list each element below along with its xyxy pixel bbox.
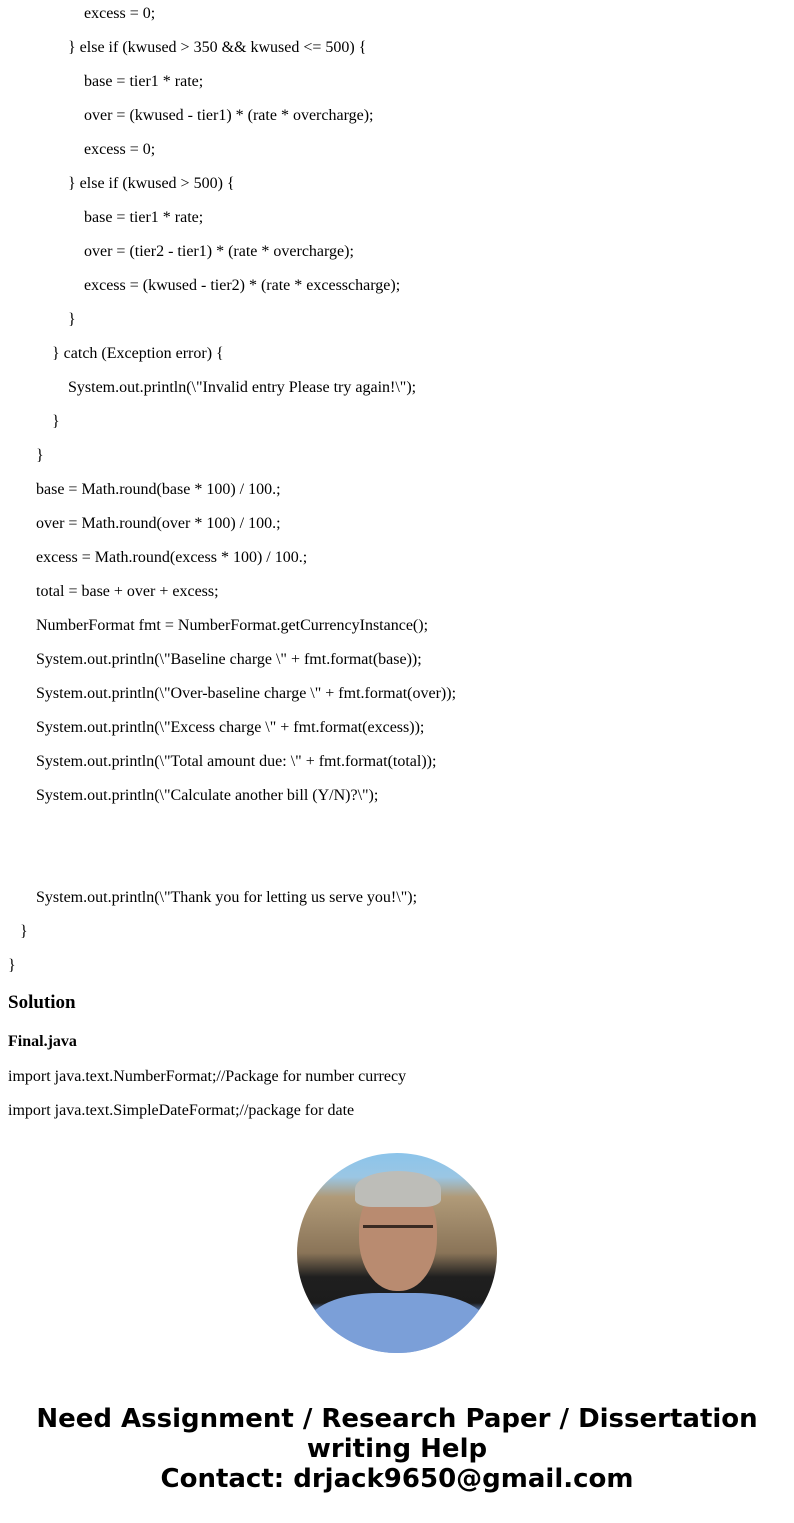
- blank-line: [0, 847, 794, 881]
- code-line: NumberFormat fmt = NumberFormat.getCurrencyInstance();: [36, 617, 429, 634]
- solution-line: import java.text.NumberFormat;//Package for number currecy: [8, 1068, 407, 1085]
- code-line: over = Math.round(over * 100) / 100.;: [36, 515, 281, 532]
- code-line: System.out.println(\"Total amount due: \" + fmt.format(total));: [36, 753, 437, 770]
- code-line: base = tier1 * rate;: [84, 209, 204, 226]
- code-line: over = (tier2 - tier1) * (rate * overcharge);: [84, 243, 354, 260]
- code-line: System.out.println(\"Excess charge \" + fmt.format(excess));: [36, 719, 425, 736]
- solution-heading: Solution: [8, 992, 76, 1013]
- banner-line: Need Assignment / Research Paper / Dissertation: [36, 1404, 758, 1434]
- code-line: base = Math.round(base * 100) / 100.;: [36, 481, 281, 498]
- banner-line: writing Help: [306, 1434, 488, 1464]
- code-line: }: [36, 447, 44, 464]
- contact-email: Contact: drjack9650@gmail.com: [160, 1464, 634, 1494]
- solution-filename: Final.java: [8, 1033, 77, 1050]
- code-line: }: [20, 923, 28, 940]
- code-line: base = tier1 * rate;: [84, 73, 204, 90]
- code-line: } else if (kwused > 350 && kwused <= 500) {: [68, 39, 367, 56]
- contact-banner: [0, 1404, 794, 1494]
- solution-line: import java.text.SimpleDateFormat;//package for date: [8, 1102, 355, 1119]
- author-photo: [297, 1153, 497, 1353]
- code-line: System.out.println(\"Invalid entry Please try again!\");: [68, 379, 417, 396]
- code-line: excess = Math.round(excess * 100) / 100.;: [36, 549, 308, 566]
- code-line: }: [68, 311, 76, 328]
- code-line: excess = (kwused - tier2) * (rate * excesscharge);: [84, 277, 401, 294]
- code-line: System.out.println(\"Baseline charge \" + fmt.format(base));: [36, 651, 422, 668]
- code-line: }: [8, 957, 16, 974]
- code-line: }: [52, 413, 60, 430]
- blank-line: [0, 813, 794, 847]
- code-line: excess = 0;: [84, 141, 156, 158]
- code-line: total = base + over + excess;: [36, 583, 219, 600]
- code-line: System.out.println(\"Over-baseline charge \" + fmt.format(over));: [36, 685, 457, 702]
- code-line: } catch (Exception error) {: [52, 345, 224, 362]
- code-line: excess = 0;: [84, 5, 156, 22]
- code-line: System.out.println(\"Thank you for letting us serve you!\");: [36, 889, 418, 906]
- code-line: System.out.println(\"Calculate another bill (Y/N)?\");: [36, 787, 379, 804]
- code-line: } else if (kwused > 500) {: [68, 175, 235, 192]
- code-line: over = (kwused - tier1) * (rate * overcharge);: [84, 107, 374, 124]
